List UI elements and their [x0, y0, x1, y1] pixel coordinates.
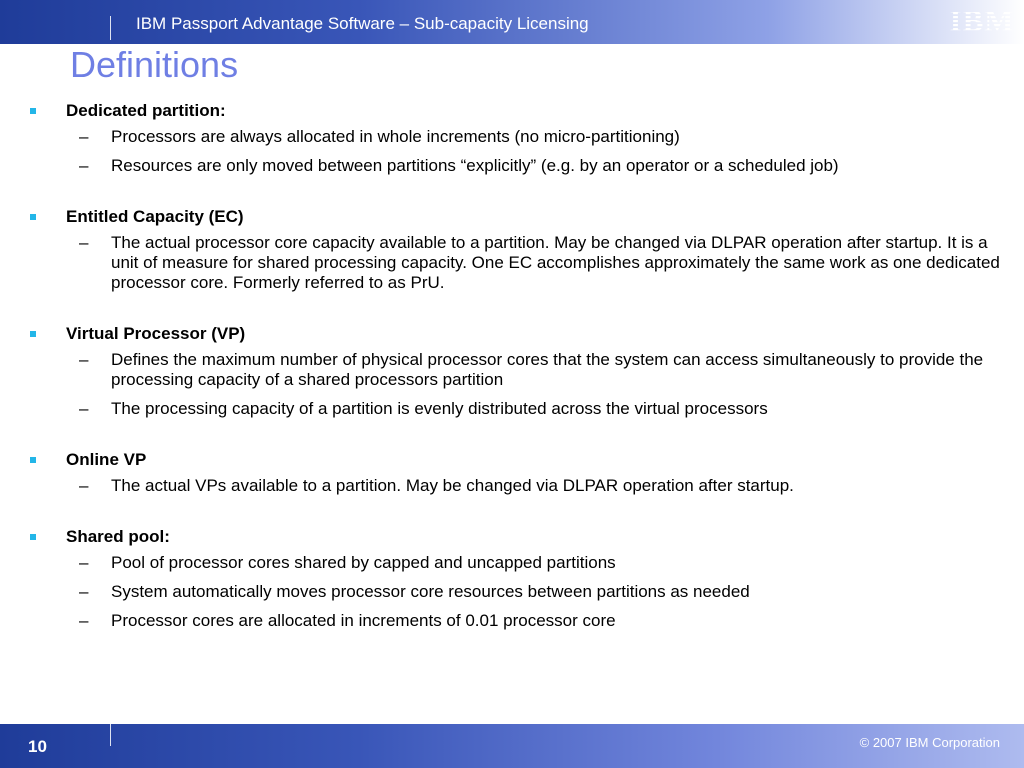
dash-bullet-icon: – — [79, 156, 89, 175]
bullet-heading — [28, 526, 1018, 548]
sub-bullet — [28, 127, 1018, 147]
sub-bullet-text: Pool of processor cores shared by capped and uncapped partitions — [111, 553, 616, 572]
sub-bullet — [28, 350, 1018, 390]
dash-bullet-icon: – — [79, 476, 89, 495]
sub-bullet-text: Resources are only moved between partitions “explicitly” (e.g. by an operator or a scheduled job) — [111, 156, 839, 175]
bullet-heading — [28, 206, 1018, 228]
dash-bullet-icon: – — [79, 611, 89, 630]
sub-bullet — [28, 476, 1018, 496]
dash-bullet-icon: – — [79, 399, 89, 418]
section-virtual-processor — [28, 323, 1018, 419]
square-bullet-icon — [30, 534, 36, 540]
bullet-heading-text: Dedicated partition: — [66, 101, 226, 120]
bullet-heading-text: Entitled Capacity (EC) — [66, 207, 244, 226]
dash-bullet-icon: – — [79, 127, 89, 146]
slide-title: Definitions — [70, 44, 239, 85]
bullet-heading — [28, 323, 1018, 345]
section-shared-pool — [28, 526, 1018, 631]
bullet-heading — [28, 100, 1018, 122]
header-divider — [110, 16, 111, 40]
bullet-heading-text: Shared pool: — [66, 527, 170, 546]
page-number: 10 — [28, 737, 47, 756]
sub-bullet-text: Defines the maximum number of physical processor cores that the system can access simultaneously to provide the processing capacity of a shared processors partition — [111, 350, 984, 389]
header-title: IBM Passport Advantage Software – Sub-capacity Licensing — [136, 14, 589, 33]
sub-bullet-text: The processing capacity of a partition is evenly distributed across the virtual processors — [111, 399, 768, 418]
ibm-logo — [948, 4, 1016, 36]
section-entitled-capacity — [28, 206, 1018, 293]
square-bullet-icon — [30, 108, 36, 114]
bullet-heading — [28, 449, 1018, 471]
sub-bullet — [28, 553, 1018, 573]
sub-bullet-text: The actual processor core capacity available to a partition. May be changed via DLPAR operation after startup. It is a unit of measure for shared processing capacity. One EC accomplishes approximately the same work as one dedicated processor core. Formerly referred to as PrU. — [111, 233, 1000, 292]
sub-bullet — [28, 582, 1018, 602]
copyright-notice: © 2007 IBM Corporation — [859, 735, 1000, 750]
square-bullet-icon — [30, 214, 36, 220]
sub-bullet — [28, 399, 1018, 419]
section-online-vp — [28, 449, 1018, 496]
square-bullet-icon — [30, 457, 36, 463]
bullet-heading-text: Online VP — [66, 450, 147, 469]
square-bullet-icon — [30, 331, 36, 337]
dash-bullet-icon: – — [79, 350, 89, 369]
sub-bullet — [28, 156, 1018, 176]
bullet-heading-text: Virtual Processor (VP) — [66, 324, 246, 343]
sub-bullet — [28, 611, 1018, 631]
dash-bullet-icon: – — [79, 582, 89, 601]
ibm-logo-text: IBM — [949, 4, 1015, 36]
sub-bullet-text: Processor cores are allocated in increments of 0.01 processor core — [111, 611, 616, 630]
sub-bullet-text: System automatically moves processor core resources between partitions as needed — [111, 582, 750, 601]
sub-bullet-text: Processors are always allocated in whole increments (no micro-partitioning) — [111, 127, 680, 146]
sub-bullet-text: The actual VPs available to a partition. May be changed via DLPAR operation after startup. — [111, 476, 794, 495]
footer-divider — [110, 724, 111, 746]
sub-bullet — [28, 233, 1018, 293]
dash-bullet-icon: – — [79, 553, 89, 572]
slide-content — [28, 100, 1018, 661]
section-dedicated-partition — [28, 100, 1018, 176]
dash-bullet-icon: – — [79, 233, 89, 252]
